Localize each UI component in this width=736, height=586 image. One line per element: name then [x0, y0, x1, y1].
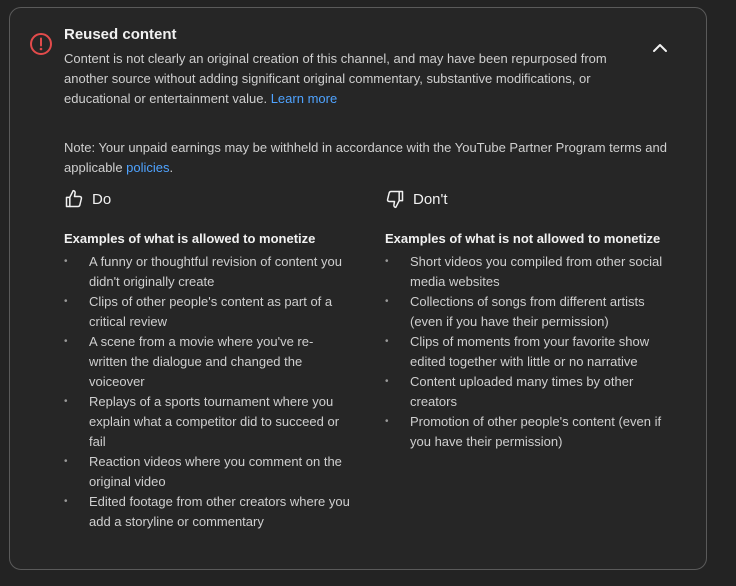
list-item: • Collections of songs from different artists (even if you have their permission)	[385, 292, 672, 332]
section-title: Reused content	[64, 26, 177, 43]
do-subheading: Examples of what is allowed to monetize	[64, 231, 316, 246]
list-item: • Short videos you compiled from other social media websites	[385, 252, 672, 292]
list-item: • Edited footage from other creators where you add a storyline or commentary	[64, 492, 351, 532]
alert-circle-icon	[29, 32, 53, 56]
list-item: • Promotion of other people's content (even if you have their permission)	[385, 412, 672, 452]
dont-column	[385, 187, 675, 452]
list-item: • Reaction videos where you comment on the original video	[64, 452, 351, 492]
note-text: Note: Your unpaid earnings may be withheld in accordance with the YouTube Partner Program terms and applicable	[64, 140, 667, 175]
do-label: Do	[92, 190, 112, 208]
list-item: • A scene from a movie where you've re-written the dialogue and changed the voiceover	[64, 332, 351, 392]
earnings-note	[64, 138, 674, 178]
dont-label: Don't	[413, 190, 448, 208]
chevron-up-icon[interactable]	[648, 36, 672, 60]
policies-link[interactable]: policies	[126, 160, 170, 175]
dont-header	[385, 187, 675, 211]
do-header	[64, 187, 354, 211]
list-item: • Clips of other people's content as part of a critical review	[64, 292, 351, 332]
note-end: .	[169, 160, 174, 175]
dont-list	[385, 252, 675, 452]
learn-more-link[interactable]: Learn more	[270, 91, 338, 106]
section-description	[64, 49, 624, 109]
description-text: Content is not clearly an original creation of this channel, and may have been repurposed from another source without adding significant original commentary, substantive modifications, or educational or entertainment value.	[64, 51, 607, 106]
thumbs-down-icon	[385, 189, 405, 209]
list-item: • Clips of moments from your favorite show edited together with little or no narrative	[385, 332, 672, 372]
thumbs-up-icon	[64, 189, 84, 209]
do-list	[64, 252, 354, 532]
do-column	[64, 187, 354, 532]
list-item: • Replays of a sports tournament where you explain what a competitor did to succeed or fail	[64, 392, 351, 452]
list-item: • Content uploaded many times by other creators	[385, 372, 672, 412]
list-item: • A funny or thoughtful revision of content you didn't originally create	[64, 252, 351, 292]
dont-subheading: Examples of what is not allowed to monetize	[385, 231, 661, 246]
